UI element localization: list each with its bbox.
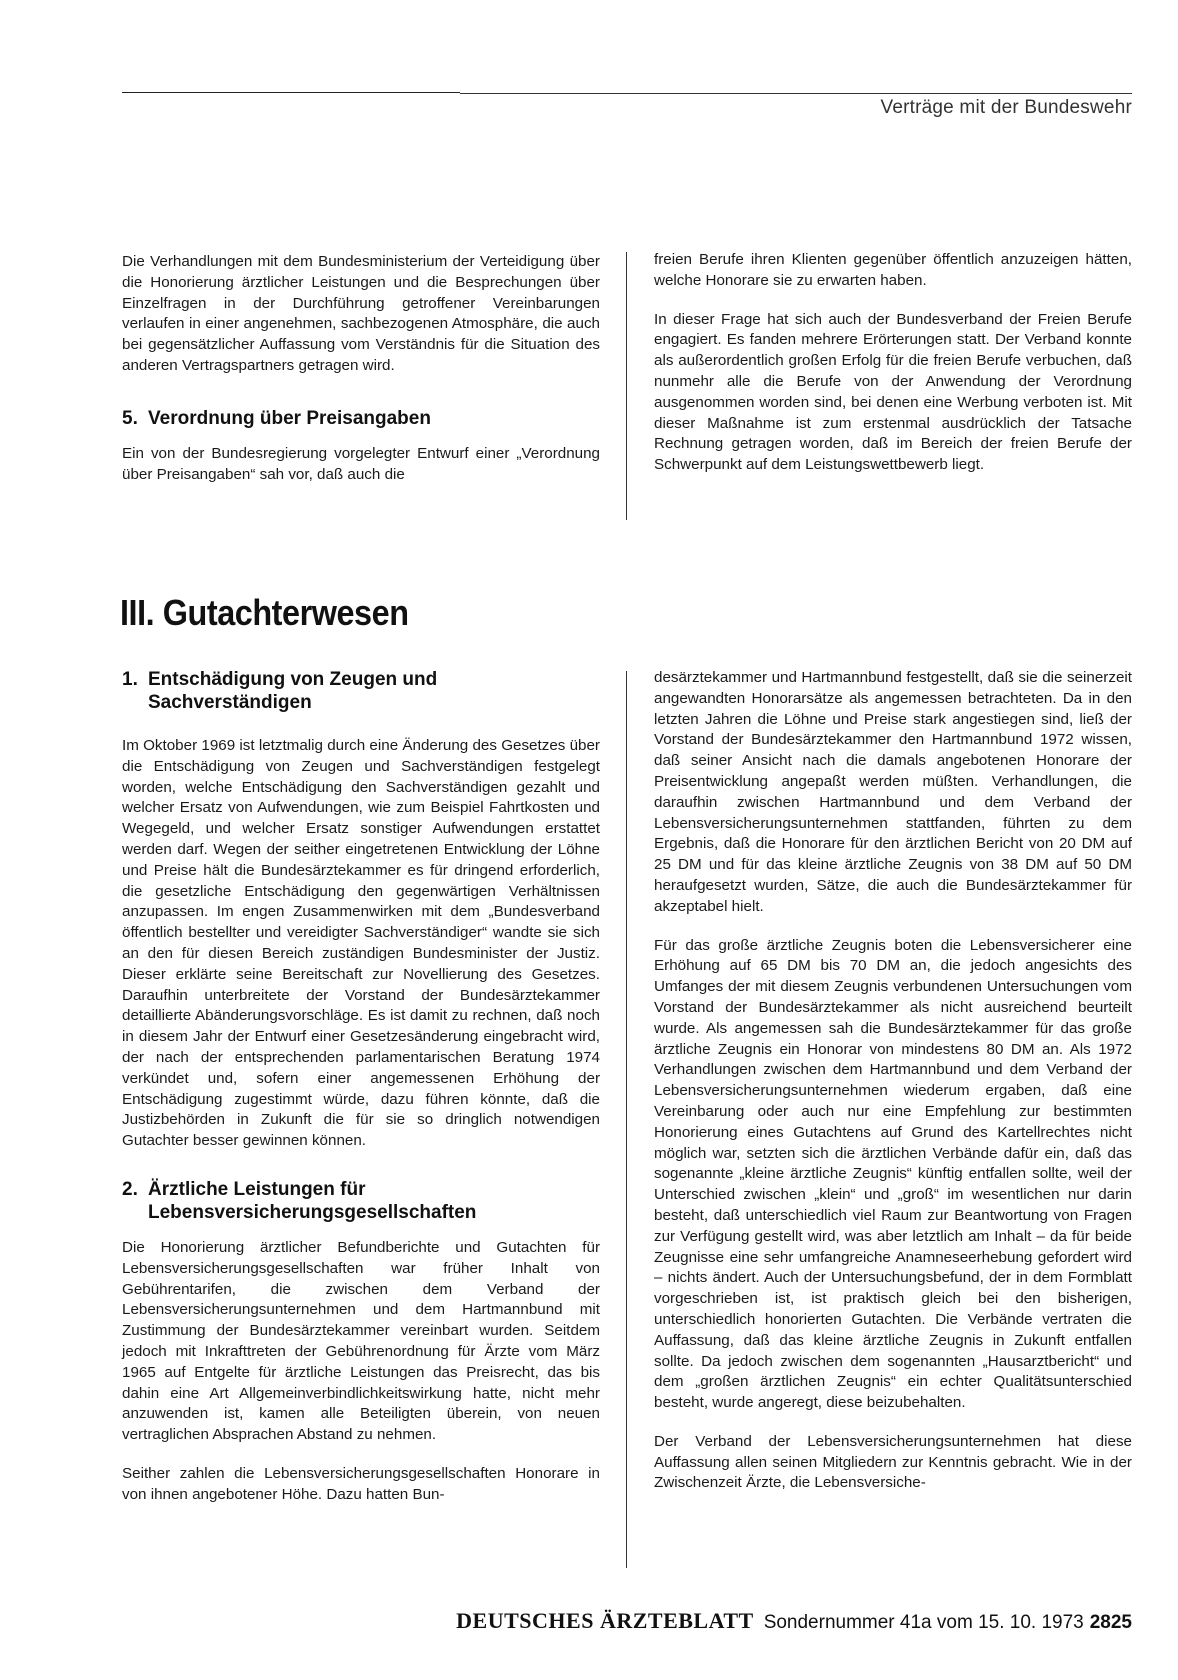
- journal-name: DEUTSCHES ÄRZTEBLATT: [456, 1608, 754, 1633]
- heading-text: Verordnung über Preisangaben: [148, 407, 431, 429]
- paragraph: freien Berufe ihren Klienten gegenüber öffentlich anzuzeigen hätten, welche Honorare sie zu erwarten haben.: [654, 251, 1132, 289]
- page-footer: [420, 1608, 1132, 1634]
- heading-text: Entschädigung von Zeugen und: [148, 669, 438, 690]
- heading-text-continued: Sachverständigen: [148, 692, 312, 713]
- column-right-top: [654, 250, 1132, 494]
- issue-info: Sondernummer 41a vom 15. 10. 1973: [763, 1612, 1084, 1633]
- paragraph: Die Honorierung ärztlicher Befundberichte und Gutachten für Lebensversicherungsgesellschaften war früher Inhalt von Gebührentarifen, die zwischen dem Verband der Lebensversicherungsunternehmen und dem Hartmannbund mit Zustimmung der Bundesärztekammer vereinbart wurden. Seitdem jedoch mit Inkrafttreten der Gebührenordnung für Ärzte vom März 1965 auf Entgelte für ärztliche Leistungen das Preisrecht, das bis dahin eine Art Allgemeinverbindlichkeitswirkung hatte, nicht mehr anzuwenden ist, kamen alle Beteiligten überein, von neuen vertraglichen Absprachen Abstand zu nehmen.: [122, 1238, 600, 1444]
- running-header: Verträge mit der Bundeswehr: [880, 97, 1132, 118]
- paragraph: Im Oktober 1969 ist letztmalig durch eine Änderung des Gesetzes über die Entschädigung von Zeugen und Sachverständigen festgelegt worden, welche Entschädigung den Sachverständigen gezahlt und welcher Ersatz von Aufwendungen, wie zum Beispiel Fahrtkosten und Wegegeld, und welcher Ersatz sonstiger Aufwendungen erstattet werden darf. Wegen der seither eingetretenen Entwicklung der Löhne und Preise hält die Bundesärztekammer es für dringend erforderlich, die gesetzliche Entschädigung den gegenwärtigen Verhältnissen anzupassen. Im engen Zusammenwirken mit dem „Bundesverband öffentlich bestellter und vereidigter Sachverständiger“ wandte sie sich an den für diesen Bereich zuständigen Bundesminister der Justiz. Dieser erklärte seine Bereitschaft zur Novellierung des Gesetzes. Daraufhin unterbreitete der Vorstand der Bundesärztekammer detaillierte Abänderungsvorschläge. Es ist damit zu rechnen, daß noch in diesem Jahr der Entwurf einer Gesetzesänderung eingebracht wird, der nach der entsprechenden parlamentarischen Beratung 1974 verkündet und, sofern einer angemessenen Erhöhung der Entschädigung zugestimmt würde, dazu führen könnte, daß die Justizbehörden in Zukunft die für sie so dringlich notwendigen Gutachter besser gewinnen können.: [122, 737, 600, 1150]
- subsection-heading-1: [122, 668, 600, 714]
- paragraph: desärztekammer und Hartmannbund festgestellt, daß sie die seinerzeit angewandten Honorarsätze als angemessen betrachteten. Da in den letzten Jahren die Löhne und Preise stark angestiegen sind, ließ der Vorstand der Bundesärztekammer den Hartmannbund 1972 wissen, daß seiner Ansicht nach die damals angebotenen Honorare der Preisentwicklung angepaßt werden müßten. Verhandlungen, die daraufhin zwischen Hartmannbund und dem Verband der Lebensversicherungsunternehmen stattfanden, führten zu dem Ergebnis, daß die Honorare für den ärztlichen Bericht von 20 DM auf 25 DM und für das kleine ärztliche Zeugnis von 38 DM auf 50 DM heraufgesetzt wurden, Sätze, die auch die Bundesärztekammer für akzeptabel hielt.: [654, 669, 1132, 915]
- paragraph: In dieser Frage hat sich auch der Bundesverband der Freien Berufe engagiert. Es fanden mehrere Erörterungen statt. Der Verband konnte als außerordentlich großen Erfolg für die freien Berufe verbuchen, daß nunmehr alle die Berufe von der Anwendung der Verordnung ausgenommen worden sind, bei denen eine Werbung verboten ist. Mit dieser Maßnahme ist zum erstenmal ausdrücklich der Tatsache Rechnung getragen worden, daß im Bereich der freien Berufe der Schwerpunkt auf dem Leistungswettbewerb liegt.: [654, 310, 1132, 474]
- subsection-heading: [122, 407, 600, 430]
- heading-text-continued: Lebensversicherungsgesellschaften: [148, 1201, 477, 1223]
- paragraph: Die Verhandlungen mit dem Bundesministerium der Verteidigung über die Honorierung ärztlicher Leistungen und die Besprechungen über Einzelfragen in der Durchführung getroffener Vereinbarungen verlaufen in einer angenehmen, sachbezogenen Atmosphäre, die auch bei gegensätzlicher Auffassung vom Verständnis für die Situation des anderen Vertragspartners getragen wird.: [122, 253, 600, 374]
- heading-number: 5.: [122, 407, 138, 429]
- column-right-bottom: [654, 668, 1132, 1512]
- heading-text: Ärztliche Leistungen für: [148, 1178, 366, 1200]
- column-divider: [626, 671, 627, 1568]
- column-left-top: [122, 252, 600, 503]
- header-rule-left: [122, 92, 460, 93]
- heading-number: 1.: [122, 669, 138, 690]
- paragraph: Ein von der Bundesregierung vorgelegter Entwurf einer „Verordnung über Preisangaben“ sah vor, daß auch die: [122, 444, 600, 483]
- page-number: 2825: [1089, 1612, 1132, 1633]
- paragraph: Für das große ärztliche Zeugnis boten die Lebensversicherer eine Erhöhung auf 65 DM bis 70 DM an, die jedoch angesichts des Umfanges der mit diesem Zeugnis verbundenen Untersuchungen vom Vorstand der Bundesärztekammer als nicht ausreichend beurteilt wurde. Als angemessen sah die Bundesärztekammer für das große ärztliche Zeugnis ein Honorar von mindestens 80 DM an. Als 1972 Verhandlungen zwischen dem Hartmannbund und dem Verband der Lebensversicherungsunternehmen wiederum ergaben, daß eine Vereinbarung oder auch nur eine Empfehlung zur bestimmten Honorierung eines Gutachtens auf Grund des Kartellrechtes nicht möglich war, setzten sich die ärztlichen Verbände dafür ein, daß das sogenannte „kleine ärztliche Zeugnis“ künftig entfallen sollte, weil der Unterschied zwischen „klein“ und „groß“ im wesentlichen nur darin besteht, daß unterschiedlich viel Raum zur Beantwortung von Fragen zur Verfügung gestellt wird, was aber letztlich am Inhalt – da für beide Zeugnisse eine sehr umfangreiche Anamneseerhebung gefordert wird – nichts ändert. Auch der Untersuchungsbefund, der in dem Formblatt vorgeschrieben ist, ist praktisch gleich bei den bisherigen, unterschiedlich honorierten Gutachten. Die Verbände vertraten die Auffassung, daß das kleine ärztliche Zeugnis in Zukunft entfallen sollte. Da jedoch zwischen dem sogenannten „Hausarztbericht“ und dem „großen ärztlichen Zeugnis“ ein echter Qualitätsunterschied besteht, wurde angeregt, diese beizubehalten.: [654, 936, 1132, 1412]
- paragraph: Der Verband der Lebensversicherungsunternehmen hat diese Auffassung allen seinen Mitgliedern zur Kenntnis gebracht. Wie in der Zwischenzeit Ärzte, die Lebensversiche-: [654, 1432, 1132, 1492]
- header-rule-right: [460, 93, 1132, 94]
- column-left-bottom: [122, 736, 600, 1524]
- paragraph: Seither zahlen die Lebensversicherungsgesellschaften Honorare in von ihnen angebotener Höhe. Dazu hatten Bun-: [122, 1464, 600, 1503]
- subsection-heading-2: [122, 1178, 600, 1224]
- column-divider: [626, 252, 627, 520]
- section-title: III. Gutachterwesen: [120, 592, 409, 633]
- heading-number: 2.: [122, 1178, 138, 1200]
